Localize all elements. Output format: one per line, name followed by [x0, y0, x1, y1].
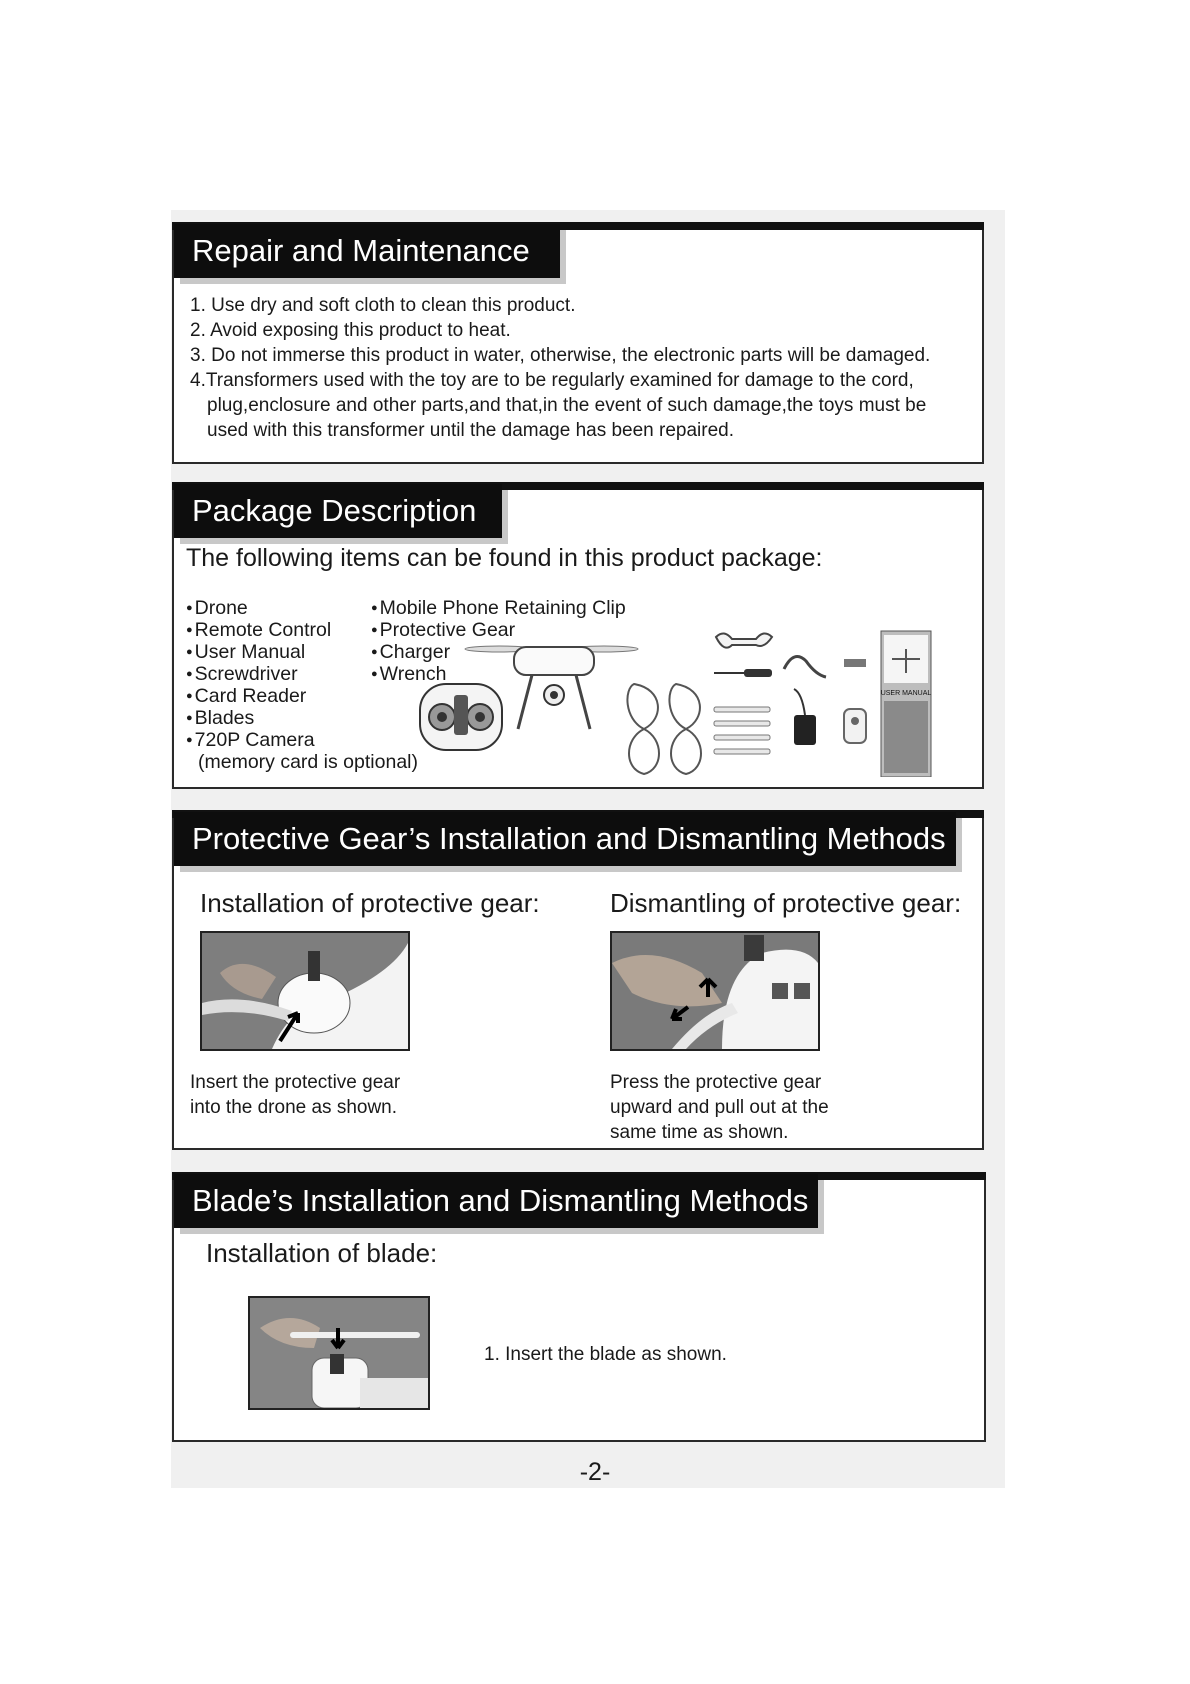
remote-control-icon [420, 684, 502, 750]
manual-label: USER MANUAL [880, 690, 932, 697]
screwdriver-icon [714, 669, 772, 677]
dismantle-gear-heading: Dismantling of protective gear: [610, 888, 962, 918]
protective-gear-title: Protective Gear’s Installation and Dismantling Methods [174, 812, 956, 866]
repair-title: Repair and Maintenance [174, 224, 560, 278]
list-item: 1. Use dry and soft cloth to clean this product. [190, 295, 576, 316]
list-item: ● Blades [186, 707, 418, 729]
list-item: ● Drone [186, 597, 418, 619]
blade-title: Blade’s Installation and Dismantling Methods [174, 1174, 818, 1228]
wrench-icon [716, 633, 772, 647]
repair-section [172, 222, 984, 464]
list-item: used with this transformer until the damage has been repaired. [207, 420, 735, 441]
package-section [172, 482, 984, 789]
install-blade-photo [248, 1296, 430, 1410]
list-item: ● User Manual [186, 641, 418, 663]
phone-clip-icon [784, 657, 866, 678]
list-item: ● Card Reader [186, 685, 418, 707]
install-gear-heading: Installation of protective gear: [200, 888, 540, 918]
charger-icon [794, 689, 816, 745]
install-blade-heading: Installation of blade: [206, 1238, 438, 1268]
camera-icon [844, 709, 866, 743]
package-contents-illustration [414, 629, 934, 777]
list-item: 3. Do not immerse this product in water, otherwise, the electronic parts will be damaged. [190, 345, 931, 366]
protective-gear-icon [627, 684, 701, 774]
list-item: ● Remote Control [186, 619, 418, 641]
list-item: (memory card is optional) [198, 751, 418, 773]
repair-list [190, 293, 930, 443]
list-item: 4.Transformers used with the toy are to be regularly examined for damage to the cord, [190, 370, 914, 391]
package-title: Package Description [174, 484, 502, 538]
list-item: ● Protective Gear [371, 619, 626, 641]
list-item: ● 720P Camera [186, 729, 418, 751]
install-gear-photo [200, 931, 410, 1051]
list-item: plug,enclosure and other parts,and that,in the event of such damage,the toys must be [207, 395, 927, 416]
page-number: -2- [579, 1458, 611, 1486]
list-item: ● Mobile Phone Retaining Clip [371, 597, 626, 619]
list-item: 2. Avoid exposing this product to heat. [190, 320, 511, 341]
dismantle-gear-caption: Press the protective gear upward and pull out at the same time as shown. [610, 1072, 829, 1143]
blade-section [172, 1172, 986, 1442]
package-intro: The following items can be found in this product package: [186, 544, 823, 572]
blade-step: 1. Insert the blade as shown. [484, 1344, 727, 1365]
list-item: ● Charger [371, 641, 626, 663]
user-manual-icon [881, 631, 932, 777]
dismantle-gear-photo [610, 931, 820, 1051]
protective-gear-section [172, 810, 984, 1150]
blades-icon [714, 707, 770, 754]
list-item: ● Screwdriver [186, 663, 418, 685]
install-gear-caption: Insert the protective gear into the drone as shown. [190, 1072, 401, 1118]
list-item: ● Wrench [371, 663, 626, 685]
